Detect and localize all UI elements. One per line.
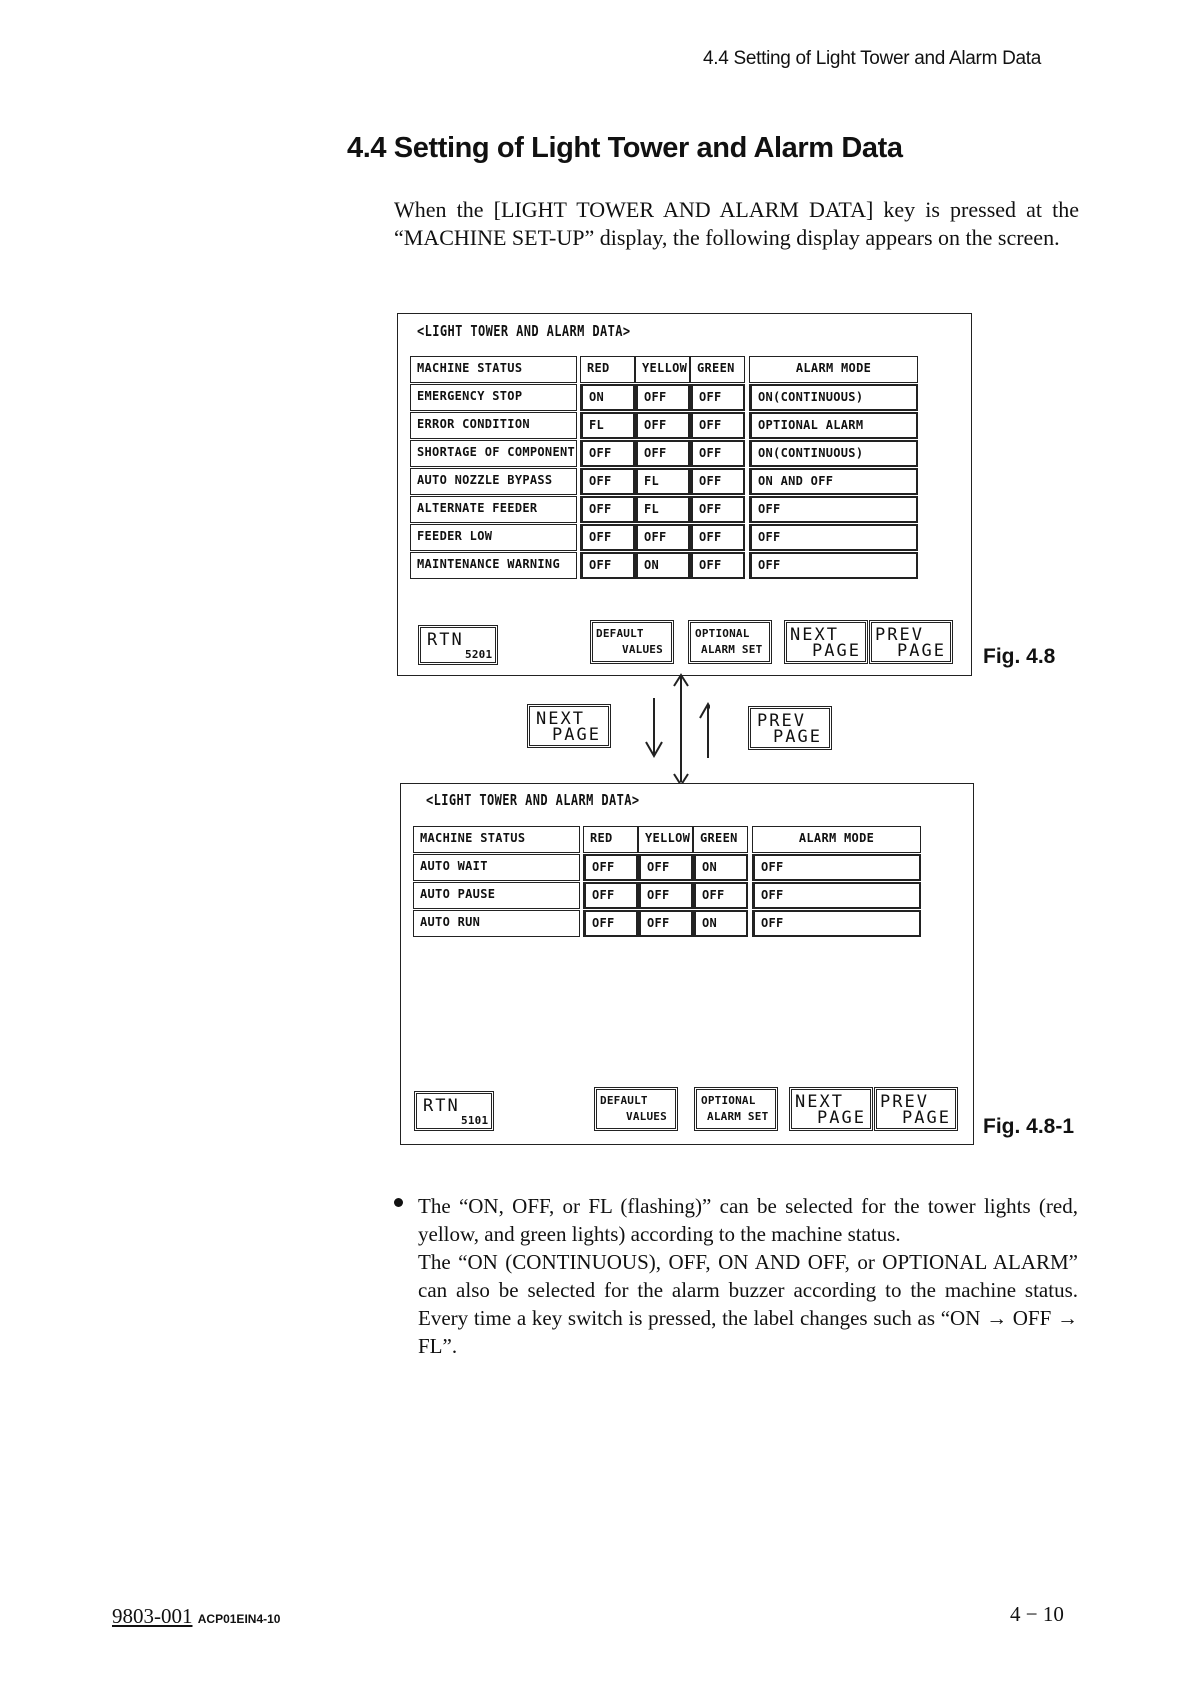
figure-caption-2: Fig. 4.8-1 [983, 1115, 1075, 1138]
setting-key[interactable]: OFF [638, 910, 693, 937]
table-header-cell: ALARM MODE [749, 356, 918, 383]
nav-prev-label-2: PAGE [773, 727, 822, 747]
setting-key[interactable]: ON [635, 552, 690, 579]
setting-key[interactable]: OFF [638, 854, 693, 881]
setting-key[interactable]: OFF [690, 552, 745, 579]
setting-key[interactable]: ON [693, 854, 748, 881]
setting-key[interactable]: OFF [693, 882, 748, 909]
setting-key[interactable]: ON [693, 910, 748, 937]
status-label: ALTERNATE FEEDER [410, 496, 577, 523]
setting-key[interactable]: OFF [580, 496, 635, 523]
table-header-cell: GREEN [690, 356, 745, 383]
screen-title: <LIGHT TOWER AND ALARM DATA> [426, 791, 640, 809]
nav-next-page-button[interactable] [527, 704, 611, 748]
next-page-button[interactable] [784, 620, 868, 664]
setting-key[interactable]: OFF [690, 468, 745, 495]
setting-key[interactable]: OFF [635, 384, 690, 411]
light-tower-screen-page-2 [400, 783, 974, 1145]
bullet-paragraph-1: The “ON, OFF, or FL (flashing)” can be selected for the tower lights (red, yellow, and green lights) according to the machine status. [418, 1194, 1078, 1246]
prev-label-2: PAGE [897, 641, 946, 661]
status-label: AUTO RUN [413, 910, 580, 937]
footer-doc-number: 9803-001 [112, 1604, 193, 1628]
setting-key[interactable]: OFF [638, 882, 693, 909]
light-tower-screen-page-1 [397, 313, 972, 676]
setting-key[interactable]: FL [580, 412, 635, 439]
optional-label-2: ALARM SET [701, 643, 763, 656]
rtn-code: 5101 [461, 1114, 489, 1127]
optional-label-1: OPTIONAL [701, 1094, 756, 1107]
setting-key[interactable]: OFF [635, 412, 690, 439]
default-label-1: DEFAULT [600, 1094, 648, 1107]
setting-key[interactable]: OFF [752, 910, 921, 937]
setting-key[interactable]: OFF [583, 854, 638, 881]
nav-prev-label-1: PREV [757, 711, 806, 731]
table-header-cell: MACHINE STATUS [410, 356, 577, 383]
setting-key[interactable]: OFF [635, 440, 690, 467]
rtn-label: RTN [423, 1096, 460, 1116]
footer-doc-code: ACP01EIN4-10 [197, 1612, 281, 1626]
default-label-2: VALUES [622, 643, 663, 656]
setting-key[interactable]: ON [580, 384, 635, 411]
optional-alarm-set-button[interactable] [694, 1087, 778, 1131]
setting-key[interactable]: OFF [749, 496, 918, 523]
table-header-cell: ALARM MODE [752, 826, 921, 853]
next-page-button[interactable] [789, 1087, 873, 1131]
bullet-paragraph-2: The “ON (CONTINUOUS), OFF, ON AND OFF, or OPTIONAL ALARM” can also be selected for the alarm buzzer according to the machine status. Every time a key switch is pressed, the label changes such as “ON → OFF → FL”. [418, 1250, 1078, 1358]
optional-label-1: OPTIONAL [695, 627, 750, 640]
prev-label-2: PAGE [902, 1108, 951, 1128]
setting-key[interactable]: OFF [580, 440, 635, 467]
rtn-label: RTN [427, 630, 464, 650]
table-header-cell: YELLOW [635, 356, 690, 383]
status-label: AUTO PAUSE [413, 882, 580, 909]
next-label-2: PAGE [817, 1108, 866, 1128]
setting-key[interactable]: OFF [749, 524, 918, 551]
setting-key[interactable]: OFF [583, 882, 638, 909]
section-title: 4.4 Setting of Light Tower and Alarm Data [347, 132, 903, 164]
status-label: ERROR CONDITION [410, 412, 577, 439]
nav-next-label-2: PAGE [552, 725, 601, 745]
navigation-arrows [630, 672, 710, 788]
prev-label-1: PREV [875, 625, 924, 645]
status-label: FEEDER LOW [410, 524, 577, 551]
optional-alarm-set-button[interactable] [688, 620, 772, 664]
setting-key[interactable]: OFF [690, 384, 745, 411]
setting-key[interactable]: ON(CONTINUOUS) [749, 384, 918, 411]
prev-page-button[interactable] [869, 620, 953, 664]
next-label-1: NEXT [795, 1092, 844, 1112]
default-values-button[interactable] [590, 620, 674, 664]
intro-paragraph: When the [LIGHT TOWER AND ALARM DATA] key is pressed at the “MACHINE SET-UP” display, the following display appears on the screen. [394, 197, 1079, 250]
setting-key[interactable]: OFF [752, 854, 921, 881]
setting-key[interactable]: OFF [583, 910, 638, 937]
status-label: EMERGENCY STOP [410, 384, 577, 411]
setting-key[interactable]: FL [635, 468, 690, 495]
setting-key[interactable]: OFF [580, 552, 635, 579]
nav-prev-page-button[interactable] [748, 706, 832, 750]
setting-key[interactable]: OPTIONAL ALARM [749, 412, 918, 439]
default-values-button[interactable] [594, 1087, 678, 1131]
setting-key[interactable]: OFF [580, 524, 635, 551]
status-label: SHORTAGE OF COMPONENT [410, 440, 577, 467]
setting-key[interactable]: OFF [752, 882, 921, 909]
setting-key[interactable]: OFF [690, 440, 745, 467]
rtn-code: 5201 [465, 648, 493, 661]
setting-key[interactable]: FL [635, 496, 690, 523]
status-label: AUTO NOZZLE BYPASS [410, 468, 577, 495]
table-header-cell: YELLOW [638, 826, 693, 853]
running-head: 4.4 Setting of Light Tower and Alarm Data [703, 48, 1042, 69]
nav-next-label-1: NEXT [536, 709, 585, 729]
footer-page-number: 4 − 10 [1010, 1602, 1064, 1626]
setting-key[interactable]: OFF [749, 552, 918, 579]
table-header-cell: MACHINE STATUS [413, 826, 580, 853]
optional-label-2: ALARM SET [707, 1110, 769, 1123]
setting-key[interactable]: OFF [690, 496, 745, 523]
next-label-2: PAGE [812, 641, 861, 661]
prev-page-button[interactable] [874, 1087, 958, 1131]
footer-doc-id [112, 1604, 280, 1629]
default-label-2: VALUES [626, 1110, 667, 1123]
bullet-paragraph [418, 1192, 1078, 1360]
setting-key[interactable]: OFF [690, 524, 745, 551]
status-label: MAINTENANCE WARNING [410, 552, 577, 579]
setting-key[interactable]: OFF [635, 524, 690, 551]
bullet-icon [394, 1198, 403, 1207]
table-header-cell: RED [580, 356, 635, 383]
screen-title: <LIGHT TOWER AND ALARM DATA> [417, 322, 631, 340]
setting-key[interactable]: OFF [690, 412, 745, 439]
table-header-cell: RED [583, 826, 638, 853]
next-label-1: NEXT [790, 625, 839, 645]
rtn-button[interactable] [418, 625, 498, 665]
default-label-1: DEFAULT [596, 627, 644, 640]
setting-key[interactable]: OFF [580, 468, 635, 495]
figure-caption-1: Fig. 4.8 [983, 645, 1056, 668]
status-label: AUTO WAIT [413, 854, 580, 881]
rtn-button[interactable] [414, 1091, 494, 1131]
prev-label-1: PREV [880, 1092, 929, 1112]
setting-key[interactable]: ON AND OFF [749, 468, 918, 495]
table-header-cell: GREEN [693, 826, 748, 853]
setting-key[interactable]: ON(CONTINUOUS) [749, 440, 918, 467]
